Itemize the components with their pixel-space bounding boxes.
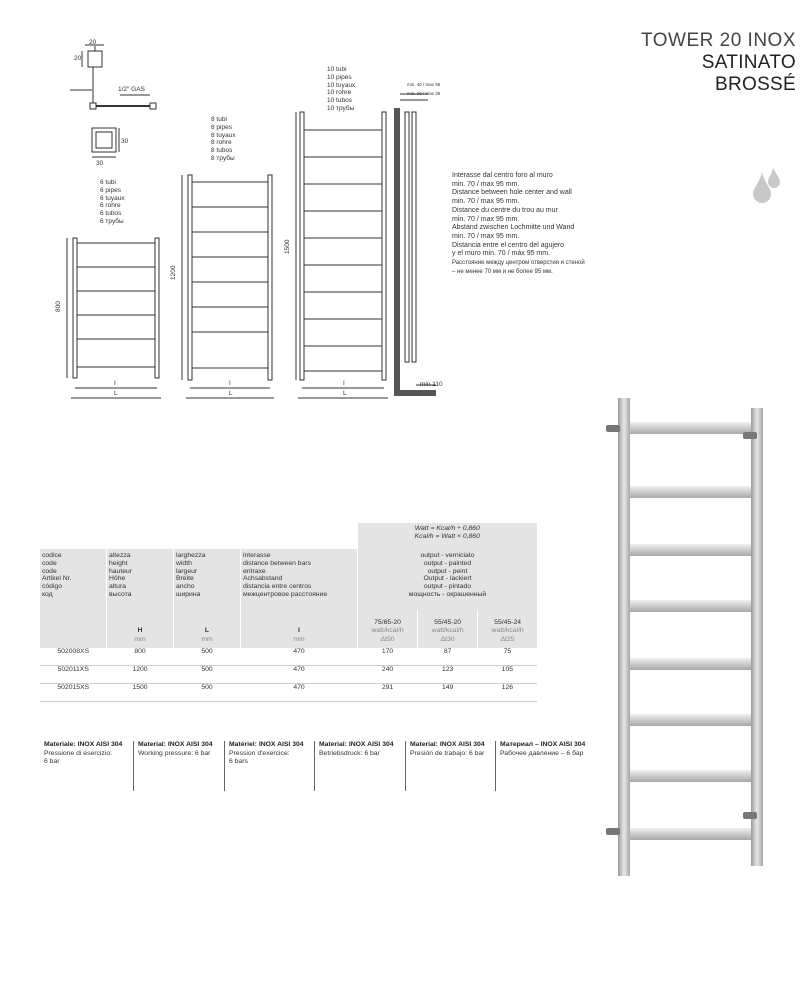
box-width-label: 30 <box>96 160 104 167</box>
finish-name-it: SATINATO <box>701 52 796 73</box>
material-fr: Matériel: INOX AISI 304 Pression d'exercice: 6 bars <box>229 741 304 765</box>
header-output: output - verniciato output - painted output - peint Output - lackiert output - pintado мощность - окрашенный <box>358 549 538 610</box>
unit-centers: I mm <box>241 610 358 648</box>
model-6-pipes-label: 6 tubi 6 pipes 6 tuyaux 6 rohre 6 tubos 6 трубы <box>100 179 125 225</box>
divider <box>224 741 225 791</box>
model-8-pipes-label: 8 tubi 8 pipes 8 tuyaux 8 rohre 8 tubos 8 трубы <box>211 116 236 162</box>
material-de: Material: INOX AISI 304 Betriebsdruck: 6 bar <box>319 741 394 757</box>
model-10-pipes-label: 10 tubi 10 pipes 10 tuyaux 10 rohre 10 tubos 10 трубы <box>327 66 356 112</box>
model-10-l-label: L <box>343 390 347 397</box>
units-row <box>40 610 537 648</box>
temp-col-1: 75/65-20 watt/kcal/h Δt50 <box>358 610 418 648</box>
model-10-height-label: 1500 <box>284 239 291 254</box>
model-8-height-label: 1200 <box>170 265 177 280</box>
temp-col-2: 55/45-20 watt/kcal/h Δt30 <box>418 610 478 648</box>
table-row: 502008XS 800 500 470 170 87 75 <box>40 648 537 666</box>
unit-height: H mm <box>107 610 174 648</box>
gas-label: 1/2" GAS <box>118 86 145 93</box>
model-6-l-label: L <box>114 390 118 397</box>
unit-width: L mm <box>174 610 241 648</box>
material-it: Materiale: INOX AISI 304 Pressione di esercizio: 6 bar <box>44 741 123 765</box>
model-6-height-label: 800 <box>55 301 62 312</box>
divider <box>314 741 315 791</box>
header-centers: interasse distance between bars entraxe Achsabstand distancia entre centros межцентровое расстояние <box>241 549 358 610</box>
specification-table <box>40 523 537 702</box>
dim-height-label: 20 <box>74 55 82 62</box>
model-8-l-label: L <box>229 390 233 397</box>
conversion-row <box>40 523 537 549</box>
header-code: codice code code Artikel Nr. código код <box>40 549 107 610</box>
finish-name-fr: BROSSÉ <box>715 74 796 95</box>
material-en: Material: INOX AISI 304 Working pressure: 6 bar <box>138 741 213 757</box>
table-row: 502011XS 1200 500 470 240 123 105 <box>40 666 537 684</box>
model-10-i-label: I <box>343 380 345 387</box>
material-ru: Материал – INOX AISI 304 Рабочее давление – 6 бар <box>500 741 586 757</box>
divider <box>405 741 406 791</box>
product-title: TOWER 20 INOX <box>640 30 796 51</box>
header-row <box>40 549 537 610</box>
model-8-i-label: I <box>229 380 231 387</box>
conversion-formula: Watt = Kcal/h ÷ 0,860 Kcal/h = Watt × 0,860 <box>358 523 538 549</box>
material-es: Material: INOX AISI 304 Presión de trabajo: 6 bar <box>410 741 485 757</box>
dim-width-label: 20 <box>89 39 97 46</box>
divider <box>495 741 496 791</box>
header-height: altezza height hauteur Höhe altura высота <box>107 549 174 610</box>
side-top2-label: min. 10 / max 35 <box>407 91 441 96</box>
temp-col-3: 55/45-24 watt/kcal/h Δt25 <box>478 610 537 648</box>
table-row: 502015XS 1500 500 470 291 149 126 <box>40 684 537 702</box>
side-bottom-label: min 110 <box>420 381 443 388</box>
divider <box>133 741 134 791</box>
model-6-i-label: I <box>114 380 116 387</box>
side-top1-label: min. 40 / max 95 <box>407 82 441 87</box>
wall-distance-description: Interasse dal centro foro al muro min. 70 / max 95 mm. Distance between hole center and wall min. 70 / max 95 mm. Distance du centre du trou au mur min. 70 / max 95 mm. Abstand zwischen Lochmitte und Wand min. 70 / max 95 mm. Distancia entre el centro del agujero y el muro min. 70 / máx 95 mm. Расстояние между центром отверстия и стеной – не менее 70 мм и не более 95 мм. <box>452 172 585 275</box>
header-width: larghezza width largeur Breite ancho ширина <box>174 549 241 610</box>
box-height-label: 30 <box>121 138 129 145</box>
